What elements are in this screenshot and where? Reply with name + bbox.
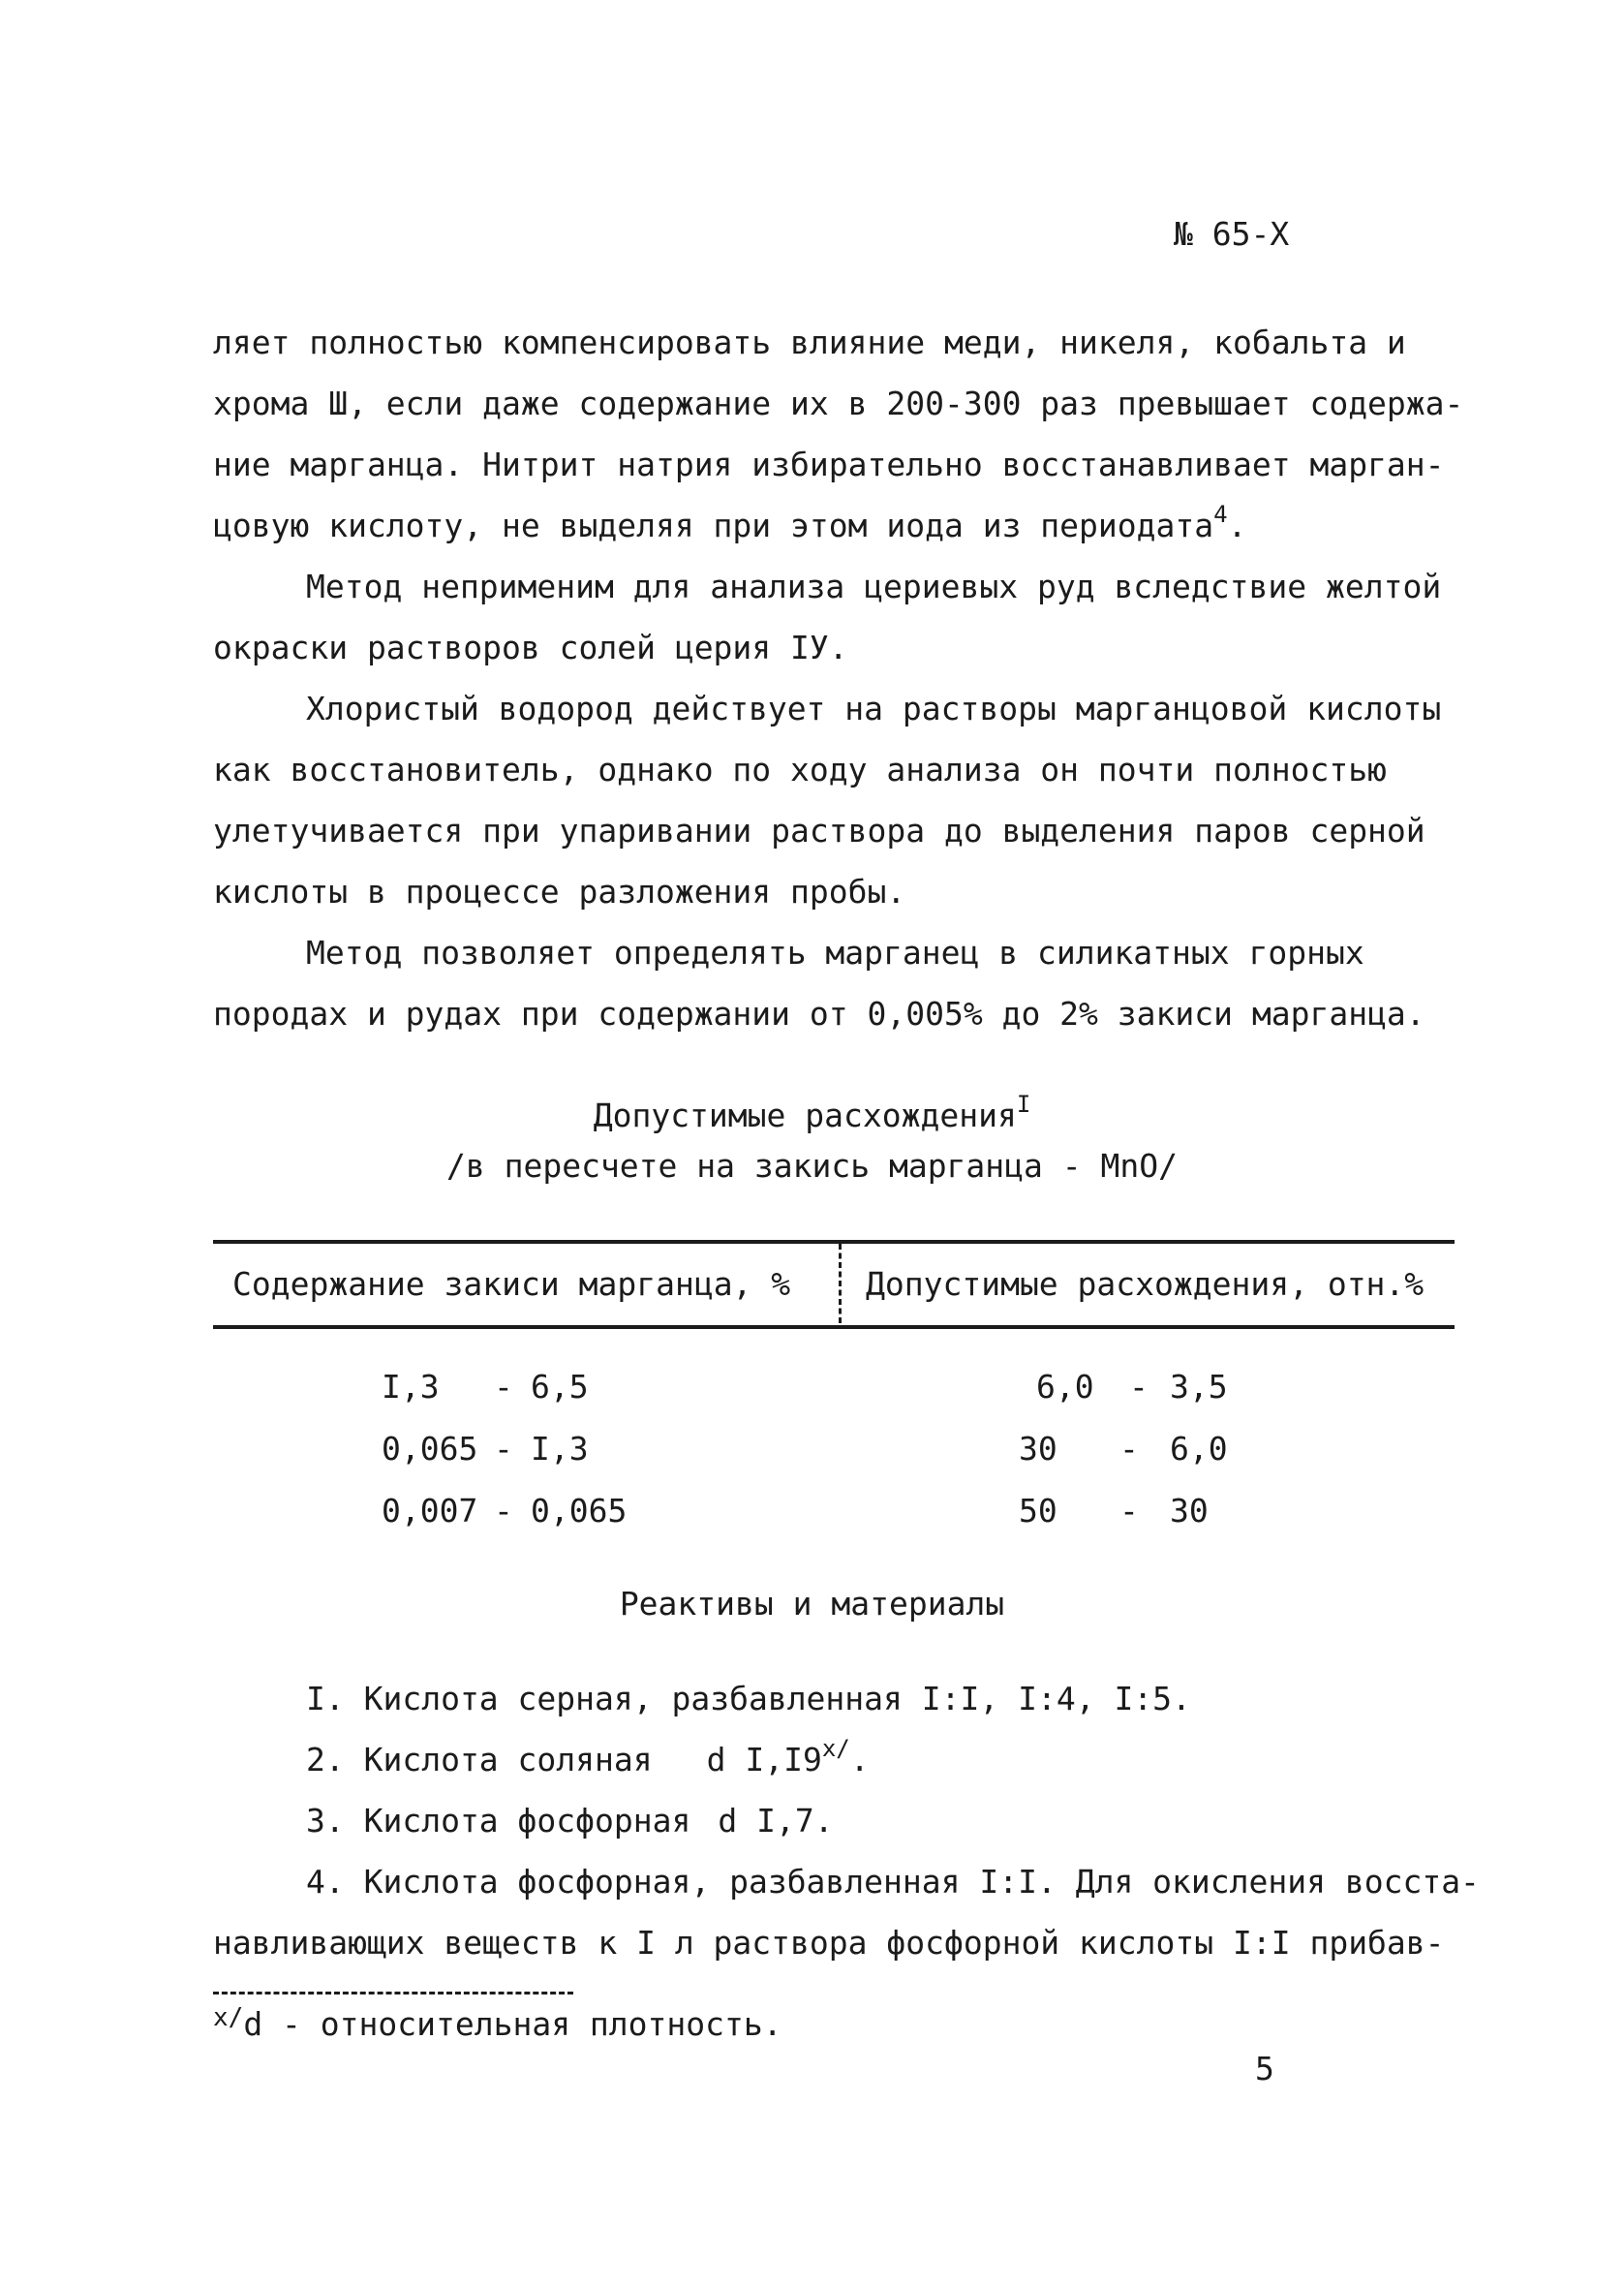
paragraph-line: окраски растворов солей церия IУ. xyxy=(213,629,848,666)
table-subtitle: /в пересчете на закись марганца - MnO/ xyxy=(446,1147,1178,1185)
table-cell: 30 xyxy=(1019,1430,1057,1468)
reagent-text: 3. Кислота фосфорная xyxy=(306,1802,691,1840)
table-cell: 30 xyxy=(1170,1492,1209,1530)
paragraph-line: ляет полностью компенсировать влияние меди, никеля, кобальта и xyxy=(213,324,1406,361)
table-cell: - xyxy=(494,1430,513,1468)
page-number: 5 xyxy=(1255,2050,1274,2087)
column-header-content: Содержание закиси марганца, % xyxy=(232,1265,791,1303)
column-separator xyxy=(839,1244,842,1323)
paragraph-line: Метод неприменим для анализа цериевых руд вследствие желтой xyxy=(306,568,1442,605)
reagent-item: 4. Кислота фосфорная, разбавленная I:I. Для окисления восста- xyxy=(306,1863,1480,1901)
paragraph-line: кислоты в процессе разложения пробы. xyxy=(213,873,906,911)
density-value: d I,I9 xyxy=(706,1741,822,1778)
table-cell: 3,5 xyxy=(1170,1368,1228,1406)
paragraph-line: навливающих веществ к I л раствора фосфорной кислоты I:I прибав- xyxy=(213,1924,1445,1962)
table-cell: 0,007 xyxy=(382,1492,478,1530)
footnote-superscript: x/ xyxy=(821,1735,850,1762)
paragraph-line: Метод позволяет определять марганец в силикатных горных xyxy=(306,934,1364,972)
paragraph-line: как восстановитель, однако по ходу анализа он почти полностью xyxy=(213,751,1387,788)
paragraph-line xyxy=(213,501,1247,544)
table-cell: 0,065 xyxy=(382,1430,478,1468)
paragraph-line: Хлористый водород действует на растворы марганцовой кислоты xyxy=(306,690,1442,727)
table-cell: - xyxy=(494,1492,513,1530)
document-number: № 65-Х xyxy=(1174,215,1290,253)
footnote xyxy=(213,2003,782,2043)
table-cell: - xyxy=(1119,1430,1139,1468)
table-cell: 50 xyxy=(1019,1492,1057,1530)
reagent-item: I. Кислота серная, разбавленная I:I, I:4, I:5. xyxy=(306,1680,1191,1717)
punctuation: . xyxy=(1227,507,1247,544)
table-title xyxy=(0,1091,1624,1134)
table-cell: 6,5 xyxy=(531,1368,589,1406)
table-cell: - xyxy=(1119,1492,1139,1530)
table-cell: 0,065 xyxy=(531,1492,628,1530)
footnote-text: d - относительная плотность. xyxy=(243,2005,782,2043)
column-header-tolerance: Допустимые расхождения, отн.% xyxy=(866,1265,1425,1303)
table-cell: 6,0 xyxy=(1170,1430,1228,1468)
paragraph-text: цовую кислоту, не выделяя при этом иода из периодата xyxy=(213,507,1214,544)
footnote-mark: x/ xyxy=(213,2003,244,2032)
punctuation: . xyxy=(849,1741,870,1778)
table-cell: I,3 xyxy=(531,1430,589,1468)
reagent-item xyxy=(306,1735,870,1778)
table-cell: 6,0 xyxy=(1036,1368,1094,1406)
reagent-item xyxy=(306,1802,834,1840)
paragraph-line: породах и рудах при содержании от 0,005% до 2% закиси марганца. xyxy=(213,995,1425,1033)
density-value: d I,7. xyxy=(718,1802,834,1840)
table-header-rule xyxy=(213,1325,1455,1329)
reference-superscript: 4 xyxy=(1213,501,1228,528)
table-cell: - xyxy=(1129,1368,1149,1406)
section-heading: Реактивы и материалы xyxy=(619,1585,1005,1623)
table-title-text: Допустимые расхождения xyxy=(593,1097,1017,1134)
table-cell: I,3 xyxy=(382,1368,440,1406)
footnote-rule xyxy=(213,1992,573,1994)
paragraph-line: ние марганца. Нитрит натрия избирательно восстанавливает марган- xyxy=(213,446,1445,483)
paragraph-line: улетучивается при упаривании раствора до выделения паров серной xyxy=(213,812,1425,850)
table-top-rule xyxy=(213,1240,1455,1244)
paragraph-line: хрома Ш, если даже содержание их в 200-300 раз превышает содержа- xyxy=(213,385,1464,422)
table-cell: - xyxy=(494,1368,513,1406)
footnote-superscript: I xyxy=(1016,1091,1031,1118)
reagent-text: 2. Кислота соляная xyxy=(306,1741,653,1778)
